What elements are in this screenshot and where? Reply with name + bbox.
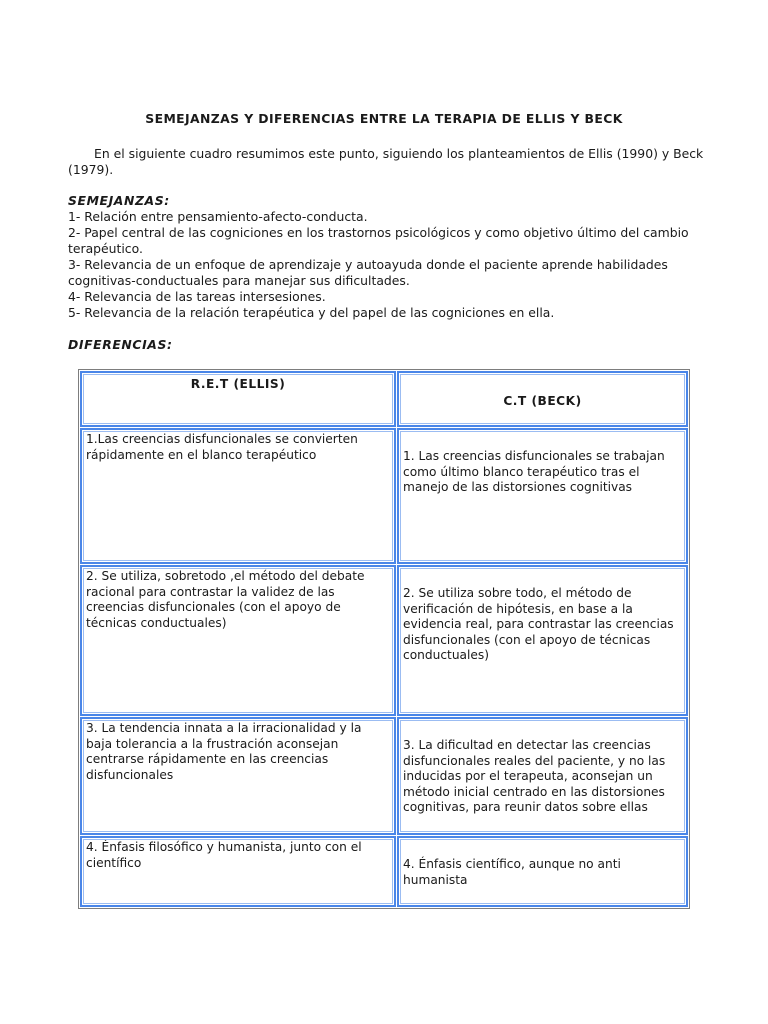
- table-cell-ellis-2: 2. Se utiliza, sobretodo ,el método del debate racional para contrastar la validez de las creencias disfuncionales (con el apoyo de técnicas conductuales): [80, 565, 396, 716]
- table-cell-beck-1: 1. Las creencias disfuncionales se trabajan como último blanco terapéutico tras el manejo de las distorsiones cognitivas: [397, 428, 688, 564]
- table-cell-ellis-3: 3. La tendencia innata a la irracionalidad y la baja tolerancia a la frustración aconsejan centrarse rápidamente en las creencias disfuncionales: [80, 717, 396, 835]
- table-cell-beck-2: 2. Se utiliza sobre todo, el método de verificación de hipótesis, en base a la evidencia real, para contrastar las creencias disfuncionales (con el apoyo de técnicas conductuales): [397, 565, 688, 716]
- semejanzas-section: [68, 193, 708, 321]
- semejanza-item: 1- Relación entre pensamiento-afecto-conducta.: [68, 209, 368, 224]
- diferencias-heading: DIFERENCIAS:: [68, 337, 173, 352]
- semejanza-item: 2- Papel central de las cogniciones en los trastornos psicológicos y como objetivo último del cambio terapéutico.: [68, 225, 689, 256]
- table-header-ellis: R.E.T (ELLIS): [80, 371, 396, 427]
- table-cell-beck-4: 4. Énfasis científico, aunque no anti humanista: [397, 836, 688, 907]
- intro-paragraph: [68, 146, 708, 178]
- document-title: SEMEJANZAS Y DIFERENCIAS ENTRE LA TERAPIA DE ELLIS Y BECK: [145, 111, 623, 126]
- semejanzas-heading: SEMEJANZAS:: [68, 193, 170, 208]
- semejanza-item: 5- Relevancia de la relación terapéutica y del papel de las cogniciones en ella.: [68, 305, 555, 320]
- semejanza-item: 4- Relevancia de las tareas intersesiones.: [68, 289, 326, 304]
- table-cell-beck-3: 3. La dificultad en detectar las creencias disfuncionales reales del paciente, y no las inducidas por el terapeuta, aconsejan un método inicial centrado en las distorsiones cognitivas, para reunir datos sobre ellas: [397, 717, 688, 835]
- table-cell-ellis-4: 4. Énfasis filosófico y humanista, junto con el científico: [80, 836, 396, 907]
- table-header-beck: C.T (BECK): [397, 371, 688, 427]
- semejanza-item: 3- Relevancia de un enfoque de aprendizaje y autoayuda donde el paciente aprende habilidades cognitivas-conductuales para manejar sus dificultades.: [68, 257, 668, 288]
- table-cell-ellis-1: 1.Las creencias disfuncionales se convierten rápidamente en el blanco terapéutico: [80, 428, 396, 564]
- intro-text: En el siguiente cuadro resumimos este punto, siguiendo los planteamientos de Ellis (1990) y Beck (1979).: [68, 146, 704, 177]
